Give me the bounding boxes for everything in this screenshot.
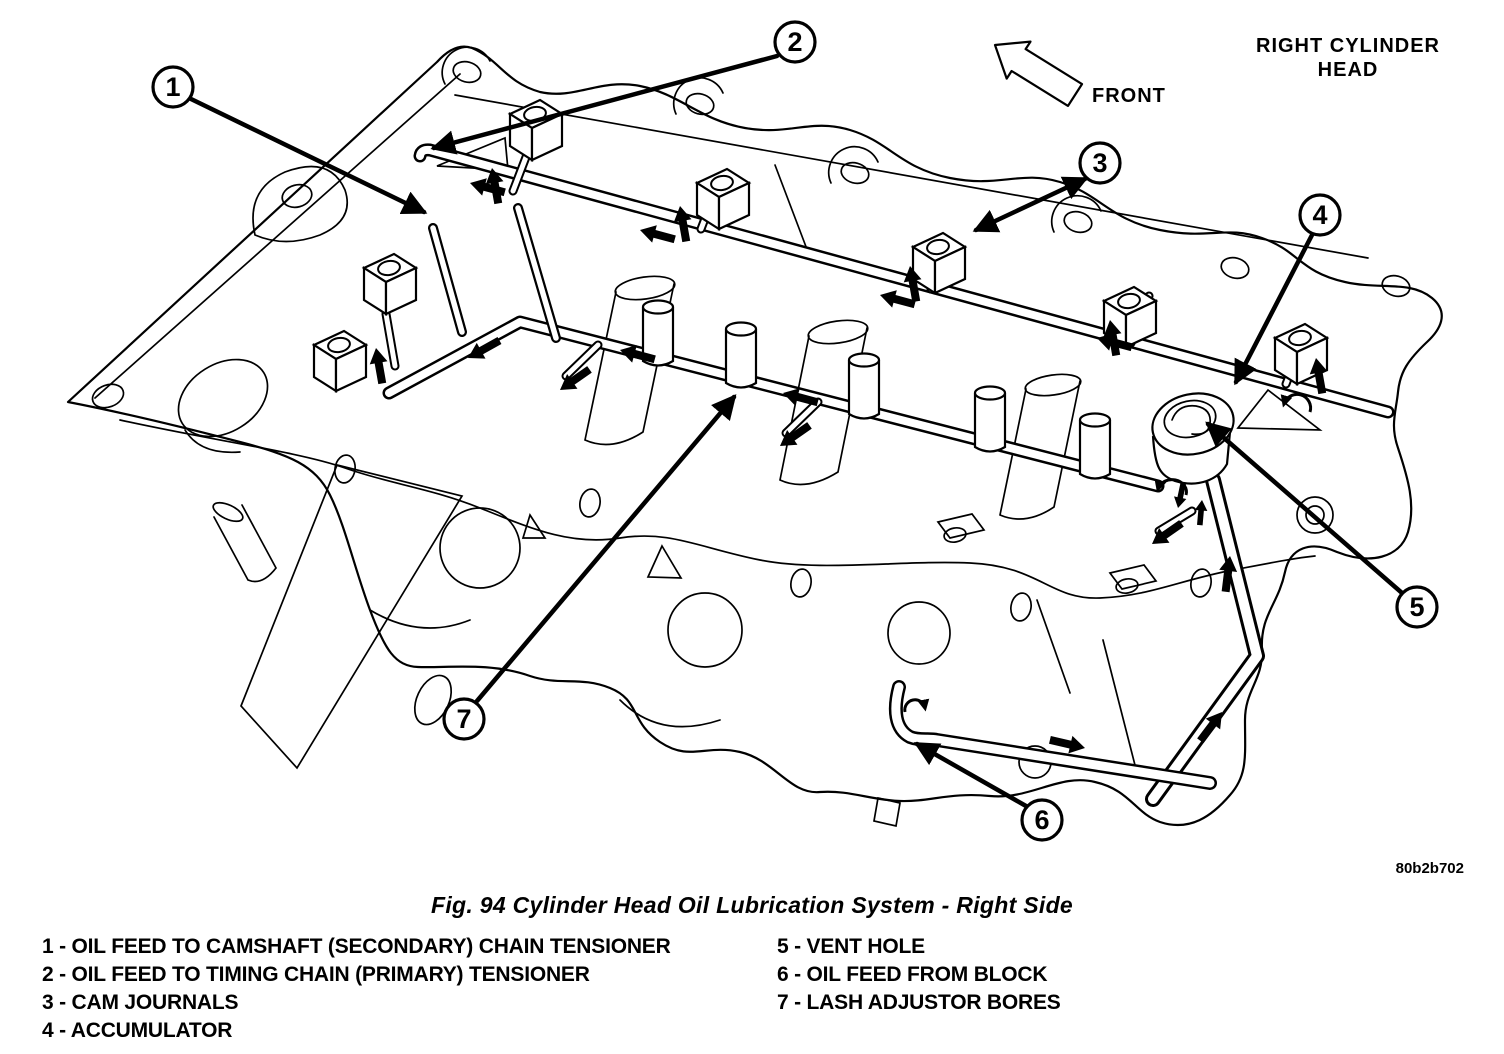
callout-5-number: 5 — [1409, 592, 1425, 622]
oil-galleries — [386, 144, 1388, 531]
callout-4-number: 4 — [1312, 200, 1328, 230]
legend-item-7: 7 - LASH ADJUSTOR BORES — [777, 991, 1061, 1014]
figure-caption: Fig. 94 Cylinder Head Oil Lubrication System - Right Side — [430, 892, 1074, 918]
legend-item-1: 1 - OIL FEED TO CAMSHAFT (SECONDARY) CHAIN TENSIONER — [42, 935, 671, 958]
front-arrow-icon — [995, 42, 1082, 106]
callout-1-number: 1 — [165, 72, 181, 102]
callout-3-number: 3 — [1092, 148, 1108, 178]
legend-item-6: 6 - OIL FEED FROM BLOCK — [777, 963, 1048, 986]
callout-1-leader — [191, 99, 424, 212]
figure-code: 80b2b702 — [1395, 860, 1464, 877]
cylinder-head-outline — [68, 47, 1442, 825]
legend-item-3: 3 - CAM JOURNALS — [42, 991, 239, 1014]
callout-7-leader — [477, 397, 734, 701]
right-head-label-line1: RIGHT CYLINDER — [1256, 35, 1440, 57]
right-head-label-line2: HEAD — [1317, 59, 1379, 81]
legend-item-5: 5 - VENT HOLE — [777, 935, 925, 958]
callout-2-number: 2 — [787, 27, 803, 57]
callout-2-leader — [434, 56, 777, 148]
callout-6-number: 6 — [1034, 805, 1050, 835]
legend-item-2: 2 - OIL FEED TO TIMING CHAIN (PRIMARY) TENSIONER — [42, 963, 590, 986]
callout-7-number: 7 — [456, 704, 472, 734]
oil-feed-from-block-jtube — [896, 687, 1210, 783]
accumulator — [1147, 386, 1240, 483]
front-label: FRONT — [1092, 85, 1166, 107]
middle-oil-gallery — [389, 322, 1158, 486]
front-direction — [995, 42, 1166, 107]
legend-item-4: 4 - ACCUMULATOR — [42, 1019, 233, 1042]
